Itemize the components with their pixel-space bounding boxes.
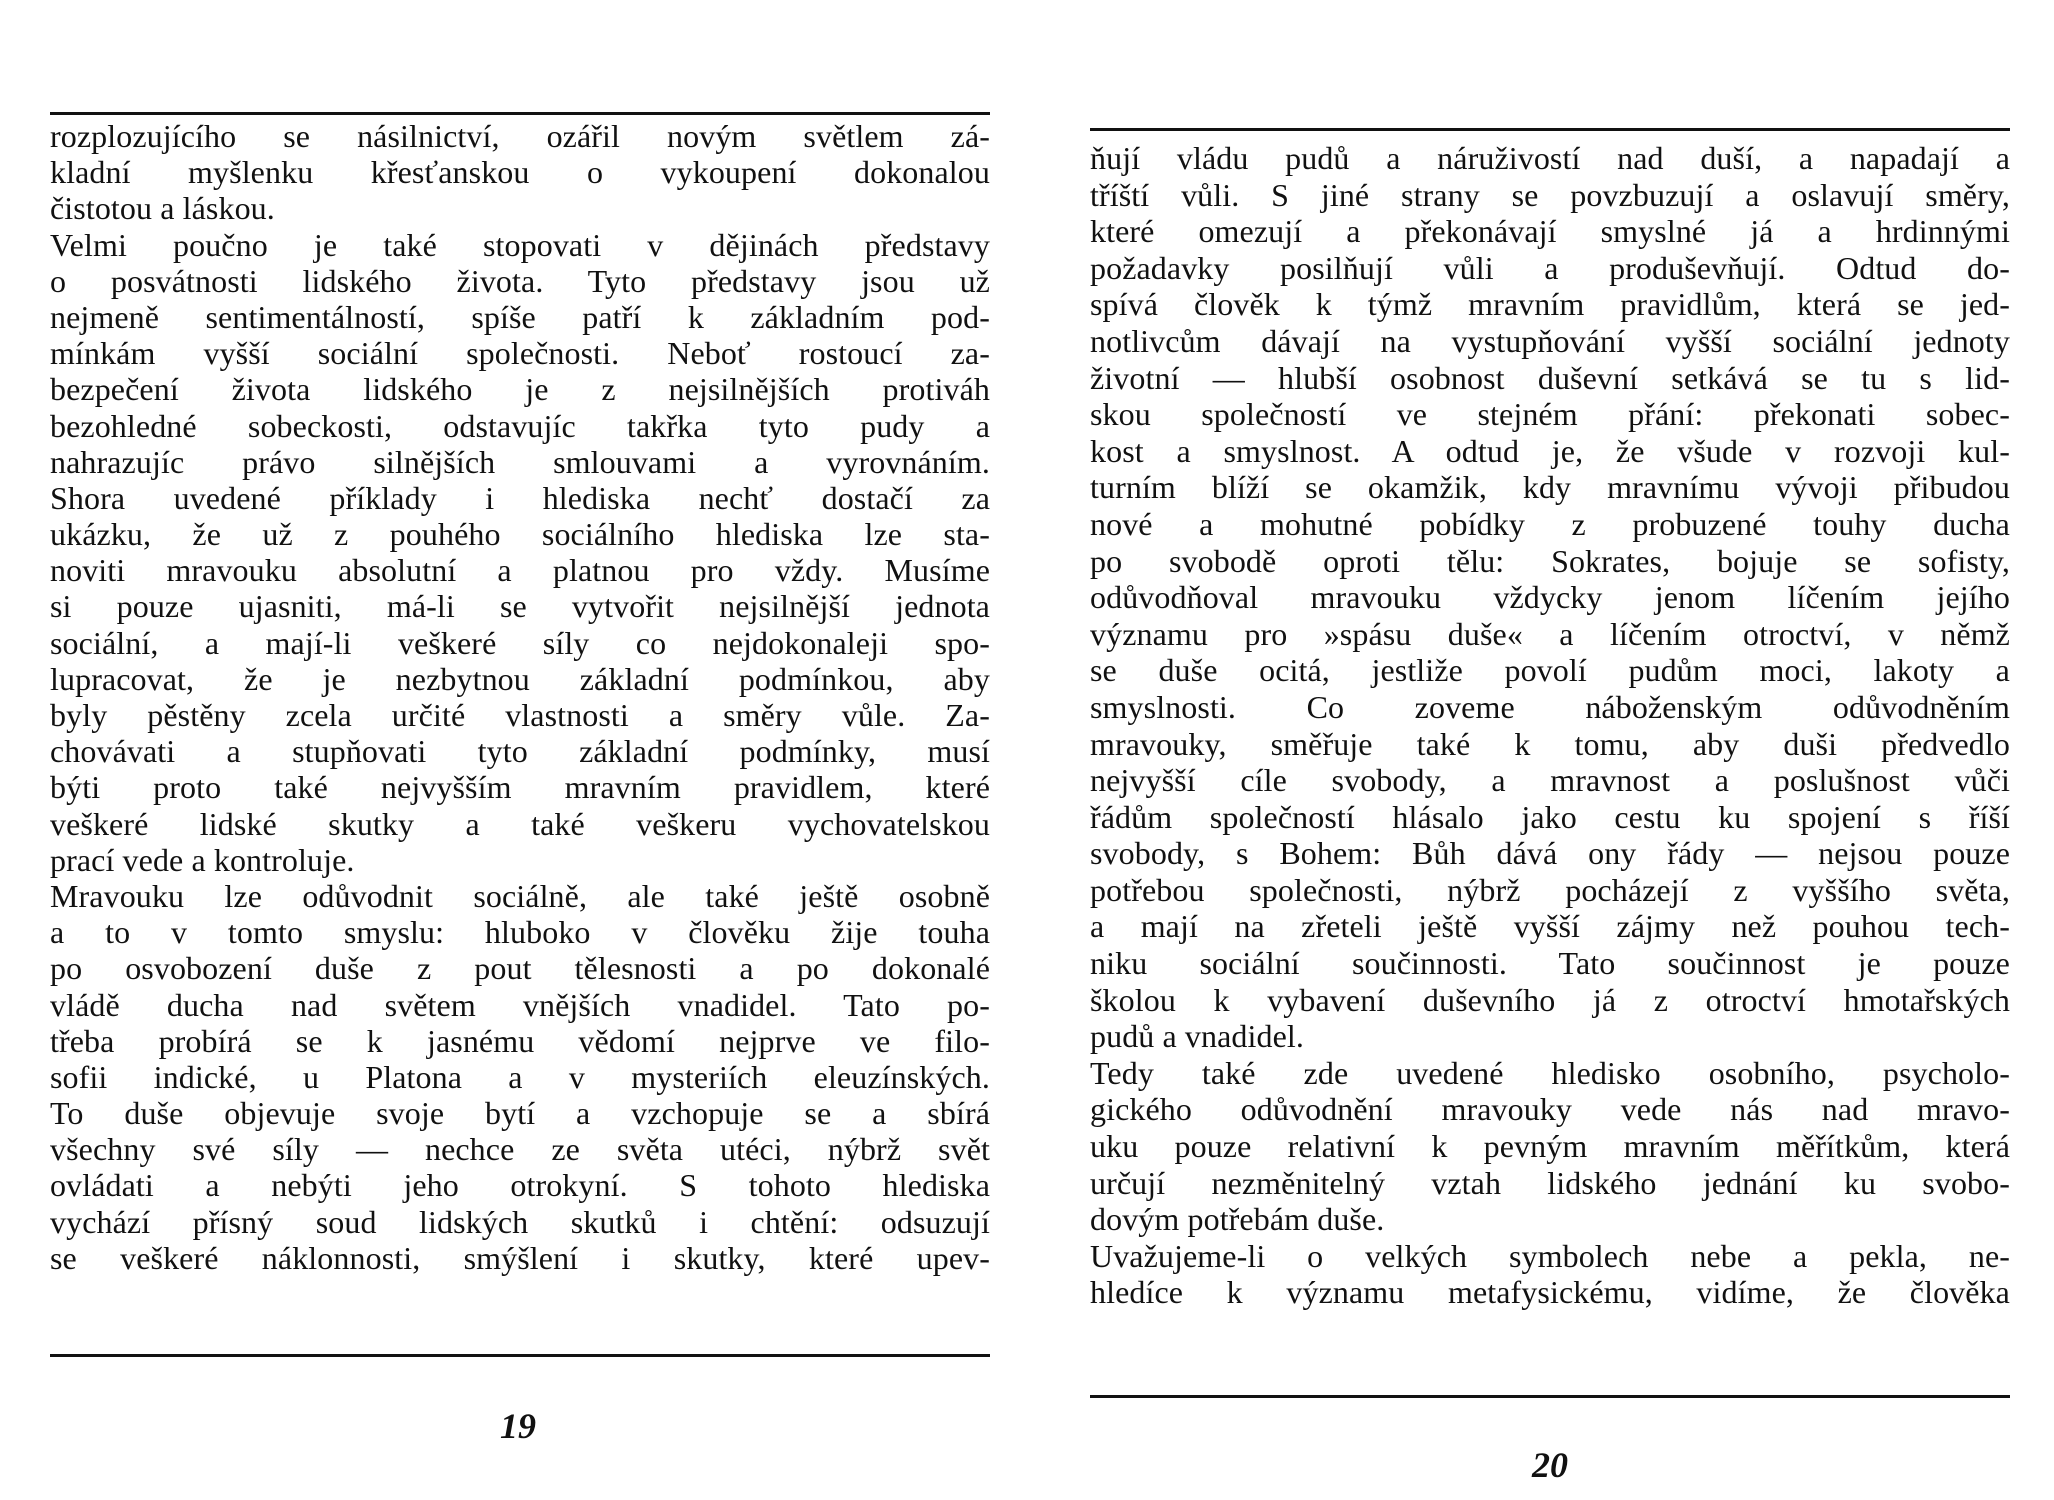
text-line: požadavky posilňují vůli a produševňují. Odtud do- xyxy=(1090,249,2010,286)
text-line: potřebou společnosti, nýbrž pocházejí z vyššího světa, xyxy=(1090,871,2010,908)
text-line: životní — hlubší osobnost duševní setkává se tu s lid- xyxy=(1090,359,2010,396)
text-line: sofii indické, u Platona a v mysteriích eleuzínských. xyxy=(50,1058,990,1095)
text-line: kost a smyslnost. A odtud je, že všude v rozvoji kul- xyxy=(1090,432,2010,469)
text-line: veškeré lidské skutky a také veškeru vychovatelskou xyxy=(50,805,990,842)
text-line: významu pro »spásu duše« a líčením otroctví, v němž xyxy=(1090,615,2010,652)
text-line: ukázku, že už z pouhého sociálního hlediska lze sta- xyxy=(50,516,990,553)
text-line: notlivcům dávají na vystupňování vyšší sociální jednoty xyxy=(1090,322,2010,359)
text-line: třeba probírá se k jasnému vědomí nejprve ve filo- xyxy=(50,1022,990,1059)
bottom-rule xyxy=(50,1354,990,1357)
text-line: skou společností ve stejném přání: překonati sobec- xyxy=(1090,396,2010,433)
text-line: mínkám vyšší sociální společnosti. Neboť rostoucí za- xyxy=(50,335,990,372)
top-rule xyxy=(1090,128,2010,131)
text-line: noviti mravouku absolutní a platnou pro vždy. Musíme xyxy=(50,552,990,589)
text-line: turním blíží se okamžik, kdy mravnímu vývoji přibudou xyxy=(1090,469,2010,506)
text-line: nové a mohutné pobídky z probuzené touhy ducha xyxy=(1090,505,2010,542)
text-line: uku pouze relativní k pevným mravním měřítkům, která xyxy=(1090,1128,2010,1165)
text-line: spívá člověk k týmž mravním pravidlům, která se jed- xyxy=(1090,286,2010,323)
text-line: lupracovat, že je nezbytnou základní podmínkou, aby xyxy=(50,660,990,697)
text-line: vládě ducha nad světem vnějších vnadidel. Tato po- xyxy=(50,986,990,1023)
text-line: a to v tomto smyslu: hluboko v člověku žije touha xyxy=(50,914,990,951)
text-line: ňují vládu pudů a náruživostí nad duší, a napadají a xyxy=(1090,140,2010,176)
bottom-rule xyxy=(1090,1395,2010,1398)
text-line: rozplozujícího se násilnictví, ozářil novým světlem zá- xyxy=(50,118,990,154)
text-line: Mravouku lze odůvodnit sociálně, ale také ještě osobně xyxy=(50,877,990,914)
text-line: Shora uvedené příklady i hlediska nechť dostačí za xyxy=(50,479,990,516)
text-line: smyslnosti. Co zoveme náboženským odůvodněním xyxy=(1090,688,2010,725)
text-line: a mají na zřeteli ještě vyšší zájmy než pouhou tech- xyxy=(1090,908,2010,945)
text-line: po osvobození duše z pout tělesnosti a po dokonalé xyxy=(50,950,990,987)
text-line: bezohledné sobeckosti, odstavujíc takřka tyto pudy a xyxy=(50,407,990,444)
text-line: které omezují a překonávají smyslné já a hrdinnými xyxy=(1090,213,2010,250)
text-line: chovávati a stupňovati tyto základní podmínky, musí xyxy=(50,733,990,770)
left-page-text xyxy=(50,118,990,1276)
text-line: všechny své síly — nechce ze světa utéci, nýbrž svět xyxy=(50,1131,990,1168)
text-line: ovládati a nebýti jeho otrokyní. S tohoto hlediska xyxy=(50,1167,990,1204)
text-line: tříští vůli. S jiné strany se povzbuzují a oslavují směry, xyxy=(1090,176,2010,213)
top-rule xyxy=(50,112,990,115)
text-line: školou k vybavení duševního já z otroctví hmotařských xyxy=(1090,981,2010,1018)
text-line: niku sociální součinnosti. Tato součinnost je pouze xyxy=(1090,945,2010,982)
text-line: dovým potřebám duše. xyxy=(1090,1201,1385,1238)
text-line: se duše ocitá, jestliže povolí pudům moci, lakoty a xyxy=(1090,652,2010,689)
text-line: nahrazujíc právo silnějších smlouvami a vyrovnáním. xyxy=(50,443,990,480)
text-line: sociální, a mají-li veškeré síly co nejdokonaleji spo- xyxy=(50,624,990,661)
text-line: po svobodě oproti tělu: Sokrates, bojuje se sofisty, xyxy=(1090,542,2010,579)
text-line: pudů a vnadidel. xyxy=(1090,1018,1304,1055)
text-line: Uvažujeme-li o velkých symbolech nebe a pekla, ne- xyxy=(1090,1237,2010,1274)
text-line: To duše objevuje svoje bytí a vzchopuje se a sbírá xyxy=(50,1095,990,1132)
text-line: gického odůvodnění mravouky vede nás nad mravo- xyxy=(1090,1091,2010,1128)
page-number: 19 xyxy=(500,1406,536,1446)
text-line: nejmeně sentimentálností, spíše patří k základním pod- xyxy=(50,298,990,335)
text-line: mravouky, směřuje také k tomu, aby duši předvedlo xyxy=(1090,725,2010,762)
text-line: vychází přísný soud lidských skutků i chtění: odsuzují xyxy=(50,1203,990,1240)
text-line: prací vede a kontroluje. xyxy=(50,841,355,878)
text-line: býti proto také nejvyšším mravním pravidlem, které xyxy=(50,769,990,806)
text-line: bezpečení života lidského je z nejsilnějších protiváh xyxy=(50,371,990,408)
text-line: se veškeré náklonnosti, smýšlení i skutky, které upev- xyxy=(50,1239,990,1276)
text-line: Velmi poučno je také stopovati v dějinách představy xyxy=(50,226,990,263)
text-line: svobody, s Bohem: Bůh dává ony řády — nejsou pouze xyxy=(1090,835,2010,872)
text-line: hledíce k významu metafysickému, vidíme, že člověka xyxy=(1090,1274,2010,1311)
text-line: odůvodňoval mravouku vždycky jenom líčením jejího xyxy=(1090,579,2010,616)
text-line: o posvátnosti lidského života. Tyto představy jsou už xyxy=(50,262,990,299)
text-line: určují nezměnitelný vztah lidského jednání ku svobo- xyxy=(1090,1164,2010,1201)
text-line: si pouze ujasniti, má-li se vytvořit nejsilnější jednota xyxy=(50,588,990,625)
page-number: 20 xyxy=(1532,1445,1568,1485)
text-line: řádům společností hlásalo jako cestu ku spojení s říší xyxy=(1090,798,2010,835)
right-page-text xyxy=(1090,140,2010,1311)
text-line: Tedy také zde uvedené hledisko osobního, psycholo- xyxy=(1090,1054,2010,1091)
text-line: kladní myšlenku křesťanskou o vykoupení dokonalou xyxy=(50,154,990,191)
text-line: byly pěstěny zcela určité vlastnosti a směry vůle. Za- xyxy=(50,697,990,733)
text-line: čistotou a láskou. xyxy=(50,190,275,227)
text-line: nejvyšší cíle svobody, a mravnost a poslušnost vůči xyxy=(1090,762,2010,799)
